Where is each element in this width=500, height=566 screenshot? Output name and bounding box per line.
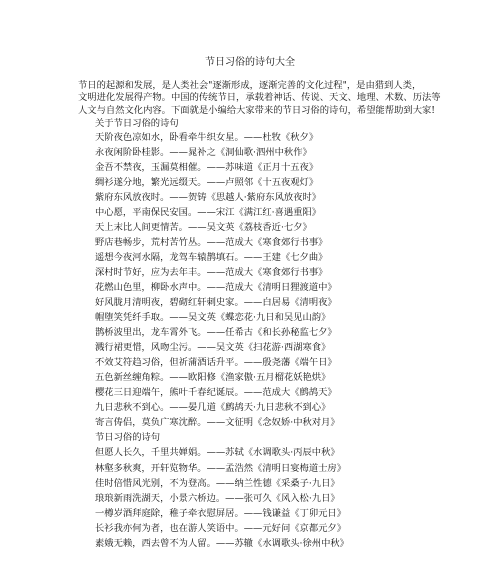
poem-line: 樱花三日迎端午，熊叶千春纪诞辰。——范成大《鹧鸪天》: [95, 387, 337, 398]
poem-line: 琅琅新雨洗湖天，小景六桥边。——张可久《风入松·九日》: [95, 493, 340, 504]
poem-line: 绸衫遂分地，繁光远缀天。——卢照邻《十五夜观灯》: [95, 177, 319, 188]
poem-line: 遥想今夜河水隔，龙驾车辕鹊填石。——王建《七夕曲》: [95, 252, 328, 263]
section-heading: 节日习俗的诗句: [95, 432, 161, 443]
poem-line: 深村时节好，应为去年丰。——范成大《寒食郊行书事》: [95, 267, 328, 278]
poem-line: 一樽岁酒拜庭除，稚子牵衣慰屏居。——钱谦益《丁卯元日》: [95, 508, 347, 519]
poem-line: 长衫我亦何为者，也在游人笑语中。——元好问《京都元夕》: [95, 523, 347, 534]
intro-paragraph-line: 人文与自然文化内容。下面就是小编给大家带来的节日习俗的诗句，希望能帮助到大家!: [78, 105, 436, 116]
poem-line: 帽堕笑凭纤手取。——吴文英《蝶恋花·九日和吴见山韵》: [95, 312, 331, 323]
page-title: 节日习俗的诗句大全: [205, 57, 295, 68]
poem-line: 佳时倍惜风光别，不为登高。——纳兰性德《采桑子·九日》: [95, 478, 340, 489]
poem-line: 好风胧月清明夜，碧砌红轩刺史家。——白居易《清明夜》: [95, 297, 337, 308]
poem-line: 天上末比人间更情苦。——吴文英《荔枝香近·七夕》: [95, 222, 312, 233]
poem-line: 但愿人长久，千里共婵娟。——苏轼《水调歌头·丙辰中秋》: [95, 447, 340, 458]
poem-line: 九日悲秋不到心。——晏几道《鹧鸪天·九日悲秋不到心》: [95, 402, 331, 413]
poem-line: 野店巷畅步，荒村苦竹丛。——范成大《寒食郊行书事》: [95, 237, 328, 248]
section-heading: 关于节日习俗的诗句: [95, 118, 179, 129]
poem-line: 溅行裙更惜，风吻尘污。——吴文英《扫花游·西湖寒食》: [95, 342, 331, 353]
poem-line: 林壑多秋爽，开轩览物华。——孟浩然《清明日宴梅道士房》: [95, 463, 347, 474]
poem-line: 不效艾符趋习俗，但祈蒲酒话升平。——殷尧藩《端午日》: [95, 357, 337, 368]
poem-line: 中心愿，平南保民安国。——宋江《满江红·喜遇重阳》: [95, 207, 322, 218]
poem-line: 素娥无赖，西去曾不为人留。——苏辙《水调歌头·徐州中秋》: [95, 538, 349, 549]
poem-line: 金吾不禁夜，玉漏莫相催。——苏味道《正月十五夜》: [95, 162, 319, 173]
poem-line: 花燃山色里，柳卧水声中。——范成大《清明日狸渡道中》: [95, 282, 337, 293]
poem-line: 五色新丝缠角粽。——欧阳修《渔家傲·五月榴花妖艳烘》: [95, 372, 331, 383]
poem-line: 鹊桥波里出，龙车霄外飞。——任希古《和长孙秘监七夕》: [95, 327, 337, 338]
poem-line: 永夜闲阶卧桂影。——晁补之《洞仙歌·泗州中秋作》: [95, 147, 312, 158]
poem-line: 紫府东风放夜时。——贺铸《思越人·紫府东风放夜时》: [95, 192, 322, 203]
poem-line: 寄言俦侣，莫负广寒沈醉。——文征明《念奴娇·中秋对月》: [95, 417, 340, 428]
intro-paragraph-line: 节日的起源和发展，是人类社会"逐渐形成，逐渐完善的文化过程"，是由猎到人类，: [78, 80, 422, 91]
poem-line: 天阶夜色凉如水，卧看牵牛织女星。——杜牧《秋夕》: [95, 132, 319, 143]
intro-paragraph-line: 文明进化发展得产物。中国的传统节日，承载着神话、传说、天文、地理、术数、历法等: [78, 92, 441, 103]
